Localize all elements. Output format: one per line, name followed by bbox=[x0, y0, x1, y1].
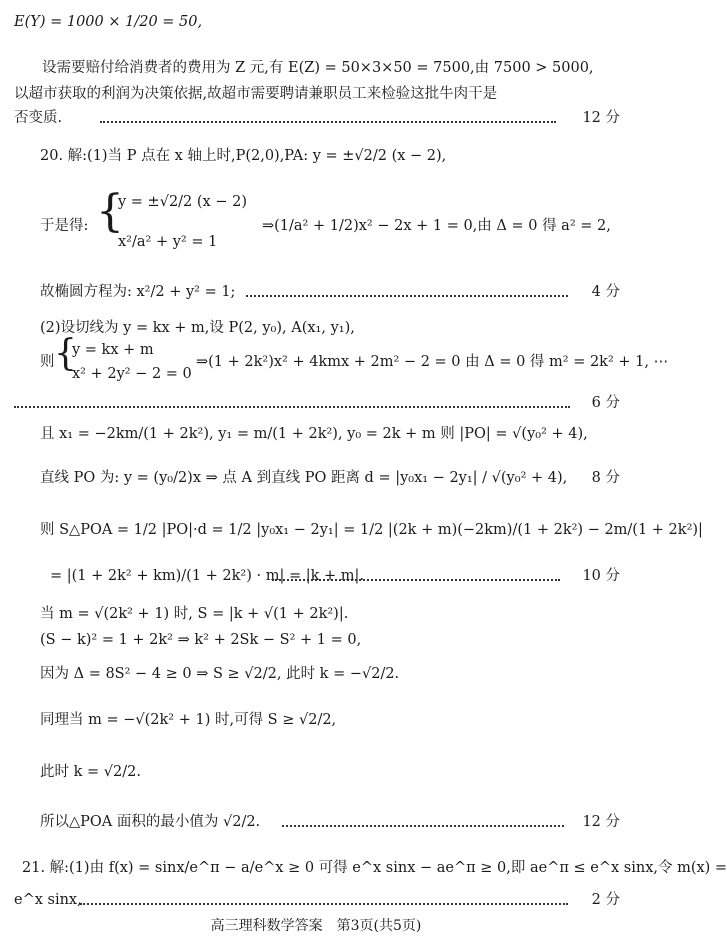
p20-case-m-pos: 当 m = √(2k² + 1) 时, S = |k + √(1 + 2k²)|. bbox=[40, 606, 349, 622]
p20-minimum: 所以△POA 面积的最小值为 √2/2. bbox=[40, 814, 261, 830]
p20-quadratic: (S − k)² = 1 + 2k² ⇒ k² + 2Sk − S² + 1 = 0, bbox=[40, 632, 362, 648]
p20-system-eq2: x²/a² + y² = 1 bbox=[118, 234, 218, 250]
p20-part2-system-prefix: 则 bbox=[40, 354, 55, 370]
dot-leader bbox=[246, 294, 568, 297]
dot-leader bbox=[100, 120, 556, 123]
line-z-2: 以超市获取的利润为决策依据,故超市需要聘请兼职员工来检验这批牛肉干是 bbox=[14, 86, 498, 102]
ellipse-equation: 故椭圆方程为: x²/2 + y² = 1; bbox=[40, 284, 236, 300]
line-z-3: 否变质. bbox=[14, 110, 63, 126]
score-2: 2 分 bbox=[591, 892, 620, 908]
line-expectation-y: E(Y) = 1000 × 1/20 = 50, bbox=[14, 14, 203, 30]
p20-system-result: ⇒(1/a² + 1/2)x² − 2x + 1 = 0,由 Δ = 0 得 a² = 2, bbox=[262, 218, 611, 234]
brace-icon: { bbox=[54, 333, 77, 374]
p20-part2-eq1: y = kx + m bbox=[72, 342, 154, 358]
line-z-1: 设需要赔付给消费者的费用为 Z 元,有 E(Z) = 50×3×50 = 7500,由 7500 > 5000, bbox=[42, 60, 594, 76]
problem-21-line-1: 21. 解:(1)由 f(x) = sinx/e^π − a/e^x ≥ 0 可得 e^x sinx − ae^π ≥ 0,即 ae^π ≤ e^x sinx,令 m(x) = bbox=[22, 860, 727, 876]
score-12-a: 12 分 bbox=[582, 110, 620, 126]
p20-discriminant: 因为 Δ = 8S² − 4 ≥ 0 ⇒ S ≥ √2/2, 此时 k = −√2/2. bbox=[40, 666, 400, 682]
p20-part2-eq2: x² + 2y² − 2 = 0 bbox=[72, 366, 192, 382]
p20-case-m-neg: 同理当 m = −√(2k² + 1) 时,可得 S ≥ √2/2, bbox=[40, 712, 337, 728]
page-footer: 高三理科数学答案 第3页(共5页) bbox=[210, 918, 422, 934]
dot-leader bbox=[14, 405, 570, 408]
score-6: 6 分 bbox=[591, 395, 620, 411]
brace-icon: { bbox=[96, 186, 124, 237]
dot-leader bbox=[282, 824, 564, 827]
score-8: 8 分 bbox=[591, 470, 620, 486]
p20-part2-result: ⇒(1 + 2k²)x² + 4kmx + 2m² − 2 = 0 由 Δ = 0 得 m² = 2k² + 1, ⋯ bbox=[196, 354, 669, 370]
p20-k-value: 此时 k = √2/2. bbox=[40, 764, 141, 780]
p20-area-line-2: = |(1 + 2k² + km)/(1 + 2k²) · m| = |k + m|. bbox=[50, 568, 365, 584]
score-4: 4 分 bbox=[591, 284, 620, 300]
p20-po-line: 直线 PO 为: y = (y₀/2)x ⇒ 点 A 到直线 PO 距离 d = |y₀x₁ − 2y₁| / √(y₀² + 4), bbox=[40, 470, 568, 486]
score-12-b: 12 分 bbox=[582, 814, 620, 830]
dot-leader bbox=[80, 902, 568, 905]
score-10: 10 分 bbox=[582, 568, 620, 584]
dot-leader bbox=[272, 578, 560, 581]
problem-21-line-2: e^x sinx, bbox=[14, 892, 82, 908]
problem-20-head: 20. 解:(1)当 P 点在 x 轴上时,P(2,0),PA: y = ±√2/2 (x − 2), bbox=[40, 148, 447, 164]
p20-system-eq1: y = ±√2/2 (x − 2) bbox=[118, 194, 247, 210]
p20-x1-line: 且 x₁ = −2km/(1 + 2k²), y₁ = m/(1 + 2k²), y₀ = 2k + m 则 |PO| = √(y₀² + 4), bbox=[40, 426, 588, 442]
p20-part2-head: (2)设切线为 y = kx + m,设 P(2, y₀), A(x₁, y₁), bbox=[40, 320, 355, 336]
p20-area-line-1: 则 S△POA = 1/2 |PO|·d = 1/2 |y₀x₁ − 2y₁| = 1/2 |(2k + m)(−2km)/(1 + 2k²) − 2m/(1 + 2k²)| bbox=[40, 522, 703, 538]
p20-system-prefix: 于是得: bbox=[40, 218, 89, 234]
